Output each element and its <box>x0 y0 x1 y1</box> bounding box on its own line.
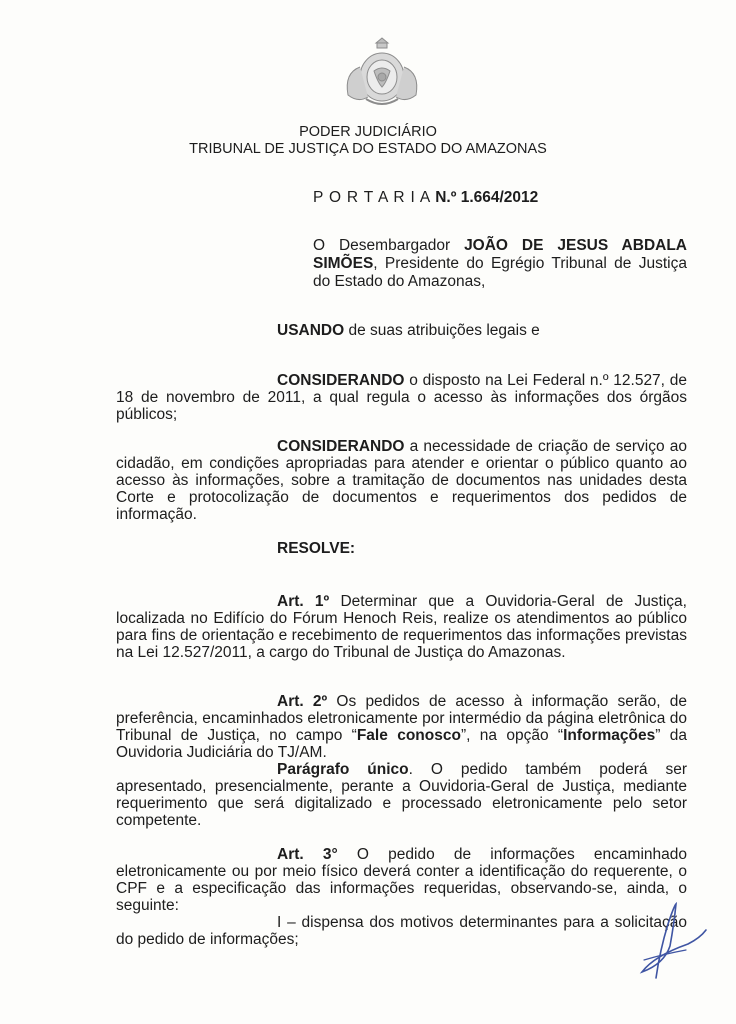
article-1-label: Art. 1º <box>277 593 330 610</box>
intro-pre: O Desembargador <box>313 237 465 254</box>
article-1-text: Determinar que a Ouvidoria-Geral de Justiça, localizada no Edifício do Fórum Henoch Reis, realize os atendimentos ao público para fins de orientação e recebimento de requerimentos das informações previstas na Lei 12.527/2011, a cargo do Tribunal de Justiça do Amazonas. <box>116 593 687 661</box>
considerando-2-keyword: CONSIDERANDO <box>277 438 405 455</box>
considerando-1-paragraph <box>116 372 687 423</box>
article-3-label: Art. 3° <box>277 846 338 863</box>
considerando-1-text: o disposto na Lei Federal n.º 12.527, de 18 de novembro de 2011, a qual regula o acesso às informações dos órgãos públicos; <box>116 372 687 423</box>
document-title <box>313 189 538 207</box>
usando-text: de suas atribuições legais e <box>344 322 540 339</box>
article-1 <box>116 593 687 661</box>
title-spaced: P O R T A R I A <box>313 189 431 206</box>
handwritten-signature-icon <box>616 900 708 982</box>
usando-keyword: USANDO <box>277 322 345 339</box>
paragrafo-unico-text: . O pedido também poderá ser apresentado, presencialmente, perante a Ouvidoria-Geral de Justiça, mediante requerimento que será digitalizado e processado eletronicamente pelo setor competente. <box>116 761 688 829</box>
article-2-text-c: ” da Ouvidoria Judiciária do TJ/AM. <box>116 727 687 761</box>
article-2-text-a: Os pedidos de acesso à informação serão, de preferência, encaminhados eletronicamente por intermédio da página eletrônica do Tribunal de Justiça, no campo “ <box>116 693 687 744</box>
article-3-text: O pedido de informações encaminhado eletronicamente ou por meio físico deverá conter a identificação do requerente, o CPF e a especificação das informações requeridas, observando-se, ainda, o seguinte: <box>116 846 687 914</box>
intro-name: JOÃO DE JESUS ABDALA SIMÕES <box>313 237 687 272</box>
article-2 <box>116 693 687 829</box>
considerando-1-keyword: CONSIDERANDO <box>277 372 405 389</box>
intro-paragraph <box>313 237 687 291</box>
article-2-label: Art. 2º <box>277 693 328 710</box>
header-line-1: PODER JUDICIÁRIO <box>299 124 437 140</box>
article-3 <box>116 846 687 948</box>
header-line-2: TRIBUNAL DE JUSTIÇA DO ESTADO DO AMAZONAS <box>189 141 547 157</box>
considerando-2-paragraph <box>116 438 687 523</box>
considerando-2-text: a necessidade de criação de serviço ao cidadão, em condições apropriadas para atender e orientar o público quanto ao acesso às informações, sobre a tramitação de documentos nas unidades desta Corte e protocolização de documentos e requerimentos dos pedidos de informação. <box>116 438 687 523</box>
article-2-informacoes: Informações <box>563 727 656 744</box>
usando-paragraph <box>277 322 687 339</box>
title-number: N.º 1.664/2012 <box>435 189 539 206</box>
resolve-heading: RESOLVE: <box>277 540 356 557</box>
intro-post: , Presidente do Egrégio Tribunal de Justiça do Estado do Amazonas, <box>313 255 687 290</box>
paragrafo-unico-label: Parágrafo único <box>277 761 409 778</box>
coat-of-arms-seal-icon <box>336 37 428 111</box>
article-2-text-b: ”, na opção “ <box>460 727 564 744</box>
article-2-fale-conosco: Fale conosco <box>356 727 461 744</box>
inciso-1-text: I – dispensa dos motivos determinantes para a solicitação do pedido de informações; <box>116 914 687 948</box>
